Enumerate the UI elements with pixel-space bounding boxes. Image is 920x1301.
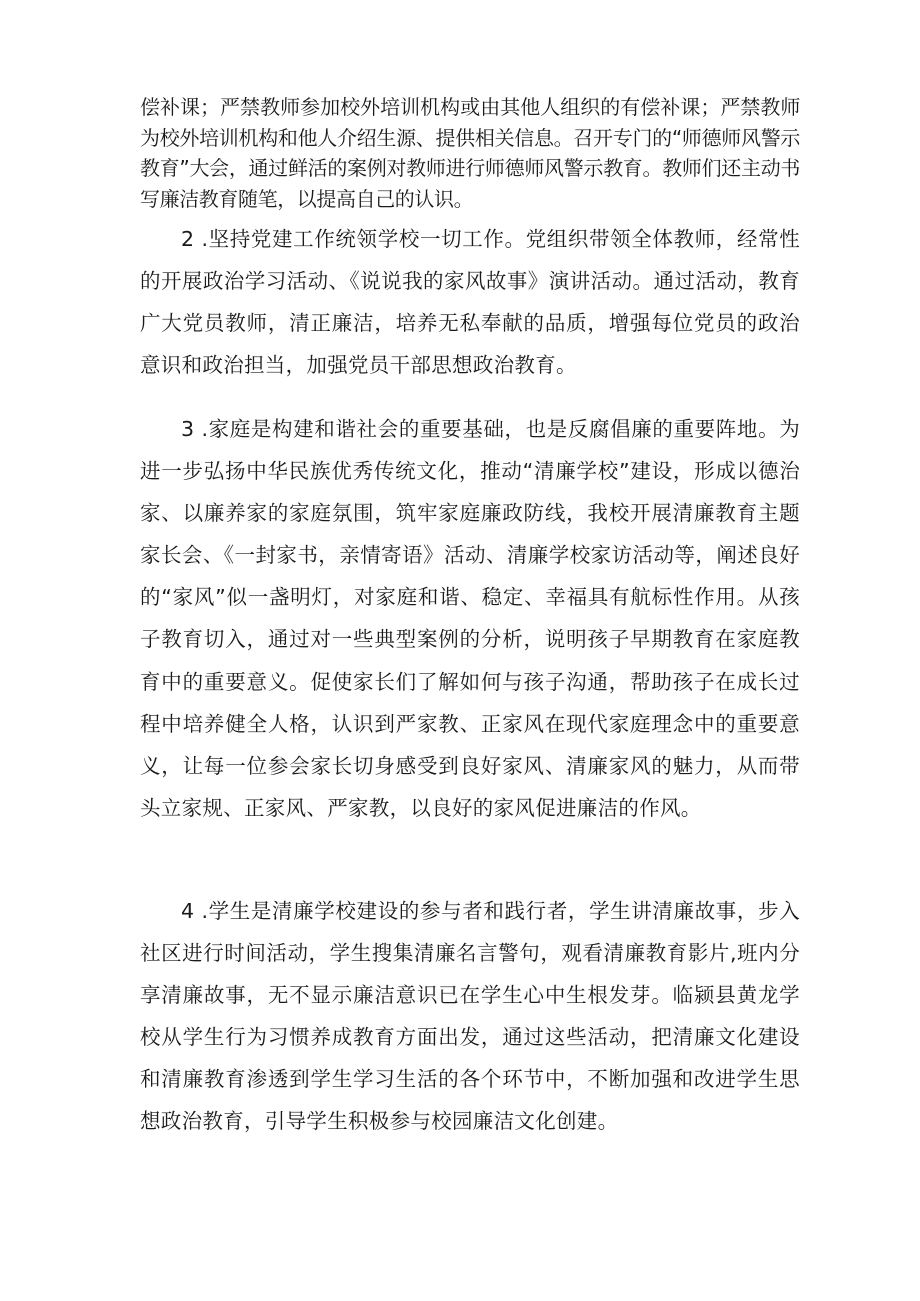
paragraph-item-4: 4 .学生是清廉学校建设的参与者和践行者，学生讲清廉故事，步入社区进行时间活动，学生搜集清廉名言警句，观看清廉教育影片,班内分享清廉故事，无不显示廉洁意识已在学生心中生根发芽。临颍县黄龙学校从学生行为习惯养成教育方面出发，通过这些活动，把清廉文化建设和清廉教育渗透到学生学习生活的各个环节中，不断加强和改进学生思想政治教育，引导学生积极参与校园廉洁文化创建。 xyxy=(140,899,800,1134)
paragraph-item-3: 3 .家庭是构建和谐社会的重要基础，也是反腐倡廉的重要阵地。为进一步弘扬中华民族优秀传统文化，推动“清廉学校”建设，形成以德治家、以廉养家的家庭氛围，筑牢家庭廉政防线，我校开展清廉教育主题家长会、《一封家书，亲情寄语》活动、清廉学校家访活动等，阐述良好的“家风”似一盏明灯，对家庭和谐、稳定、幸福具有航标性作用。从孩子教育切入，通过对一些典型案例的分析，说明孩子早期教育在家庭教育中的重要意义。促使家长们了解如何与孩子沟通，帮助孩子在成长过程中培养健全人格，认识到严家教、正家风在现代家庭理念中的重要意义，让每一位参会家长切身感受到良好家风、清廉家风的魅力，从而带头立家规、正家风、严家教，以良好的家风促进廉洁的作风。 xyxy=(140,417,800,820)
paragraph-continuation: 偿补课；严禁教师参加校外培训机构或由其他人组织的有偿补课；严禁教师为校外培训机构和他人介绍生源、提供相关信息。召开专门的“师德师风警示教育”大会，通过鲜活的案例对教师进行师德师风警示教育。教师们还主动书写廉洁教育随笔，以提高自己的认识。 xyxy=(140,95,800,211)
paragraph-item-2: 2 .坚持党建工作统领学校一切工作。党组织带领全体教师，经常性的开展政治学习活动、《说说我的家风故事》演讲活动。通过活动，教育广大党员教师，清正廉洁，培养无私奉献的品质，增强每位党员的政治意识和政治担当，加强党员干部思想政治教育。 xyxy=(140,227,800,378)
